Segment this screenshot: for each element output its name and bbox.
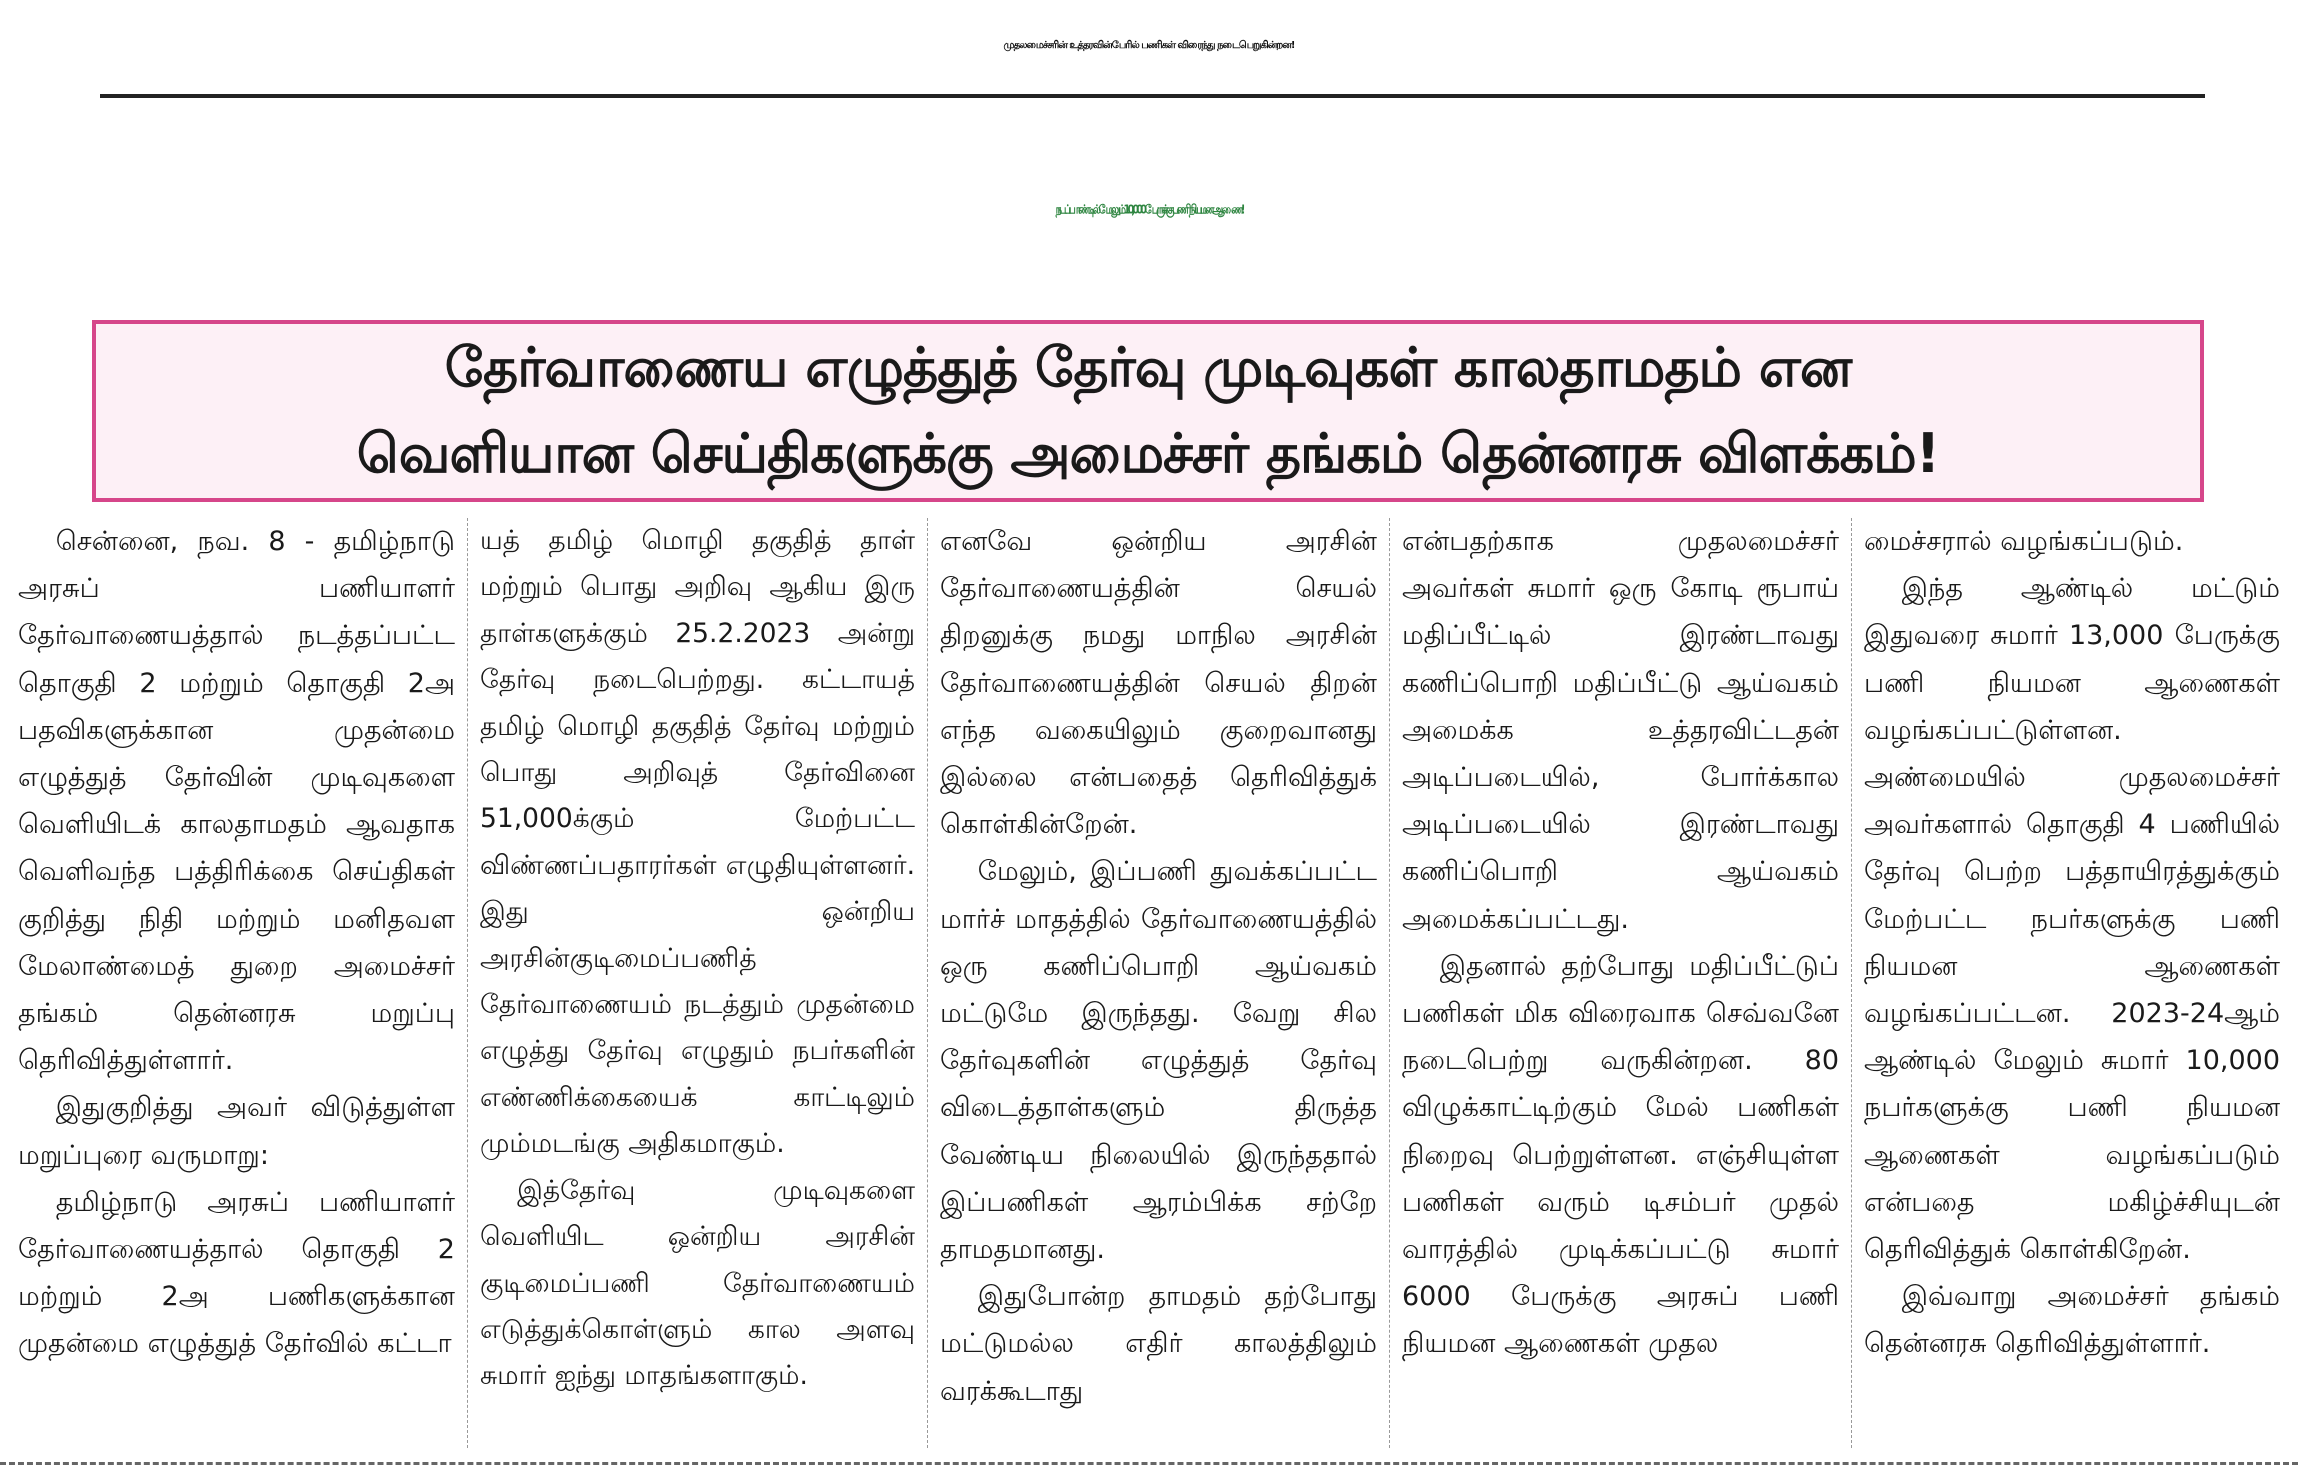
kicker-headline: முதலமைச்சரின் உத்தரவின்பேரில் பணிகள் விரைந்து நடைபெறுகின்றன! [1003, 40, 1295, 51]
column-1 [6, 518, 468, 1448]
column-paragraph: எனவே ஒன்றிய அரசின் தேர்வாணையத்தின் செயல் திறனுக்கு நமது மாநில அரசின் தேர்வாணையத்தின் செயல் திறன் எந்த வகையிலும் குறைவானது இல்லை என்பதைத் தெரிவித்துக் கொள்கின்றேன். [940, 526, 1377, 841]
column-4 [1390, 518, 1852, 1448]
column-paragraph: தமிழ்நாடு அரசுப் பணியாளர் தேர்வாணையத்தால் தொகுதி 2 மற்றும் 2அ பணிகளுக்கான முதன்மை எழுத்துத் தேர்வில் கட்டா [18, 1186, 455, 1360]
column-paragraph: யத் தமிழ் மொழி தகுதித் தாள் மற்றும் பொது அறிவு ஆகிய இரு தாள்களுக்கும் 25.2.2023 அன்று தேர்வு நடைபெற்றது. கட்டாயத் தமிழ் மொழி தகுதித் தேர்வு மற்றும் பொது அறிவுத் தேர்வினை 51,000க்கும் மேற்பட்ட விண்ணப்பதாரர்கள் எழுதியுள்ளனர். இது ஒன்றிய அரசின்குடிமைப்பணித் தேர்வாணையம் நடத்தும் முதன்மை எழுத்து தேர்வு எழுதும் நபர்களின் எண்ணிக்கையைக் காட்டிலும் மும்மடங்கு அதிகமாகும். [480, 525, 915, 1160]
column-5 [1852, 518, 2292, 1448]
column-paragraph: இவ்வாறு அமைச்சர் தங்கம் தென்னரசு தெரிவித்துள்ளார். [1864, 1281, 2280, 1360]
column-paragraph: மைச்சரால் வழங்கப்படும். [1864, 526, 2184, 557]
subheadline-line-2: வெளியான செய்திகளுக்கு அமைச்சர் தங்கம் தென்னரசு விளக்கம்! [356, 422, 1940, 485]
column-paragraph: இதனால் தற்போது மதிப்பீட்டுப் பணிகள் மிக விரைவாக செவ்வனே நடைபெற்று வருகின்றன. 80 விழுக்காட்டிற்கும் மேல் பணிகள் நிறைவு பெற்றுள்ளன. எஞ்சியுள்ள பணிகள் வரும் டிசம்பர் முதல் வாரத்தில் முடிக்கப்பட்டு சுமார் 6000 பேருக்கு அரசுப் பணி நியமன ஆணைகள் முதல [1402, 950, 1839, 1360]
column-paragraph: இந்த ஆண்டில் மட்டும் இதுவரை சுமார் 13,000 பேருக்கு பணி நியமன ஆணைகள் வழங்கப்பட்டுள்ளன. அண்மையில் முதலமைச்சர் அவர்களால் தொகுதி 4 பணியில் தேர்வு பெற்ற பத்தாயிரத்துக்கும் மேற்பட்ட நபர்களுக்கு பணி நியமன ஆணைகள் வழங்கப்பட்டன. 2023-24ஆம் ஆண்டில் மேலும் சுமார் 10,000 நபர்களுக்கு பணி நியமன ஆணைகள் வழங்கப்படும் என்பதை மகிழ்ச்சியுடன் தெரிவித்துக் கொள்கிறேன். [1864, 573, 2280, 1266]
column-paragraph: மேலும், இப்பணி துவக்கப்பட்ட மார்ச் மாதத்தில் தேர்வாணையத்தில் ஒரு கணிப்பொறி ஆய்வகம் மட்டுமே இருந்தது. வேறு சில தேர்வுகளின் எழுத்துத் தேர்வு விடைத்தாள்களும் திருத்த வேண்டிய நிலையில் இருந்ததால் இப்பணிகள் ஆரம்பிக்க சற்றே தாமதமானது. [940, 856, 1377, 1266]
column-3 [928, 518, 1390, 1448]
main-headline: நடப்பாண்டில் மேலும் 10,000 பேருக்கு பணி நியமன ஆணை! [1055, 203, 1243, 217]
subheadline-box [92, 320, 2204, 502]
subheadline-line-1: தேர்வாணைய எழுத்துத் தேர்வு முடிவுகள் காலதாமதம் என [444, 336, 1852, 399]
column-2 [468, 518, 928, 1448]
bottom-divider [0, 1462, 2298, 1465]
column-paragraph: இதுபோன்ற தாமதம் தற்போது மட்டுமல்ல எதிர் காலத்திலும் வரக்கூடாது [940, 1281, 1377, 1407]
article-body [6, 518, 2292, 1448]
column-paragraph: இத்தேர்வு முடிவுகளை வெளியிட ஒன்றிய அரசின் குடிமைப்பணி தேர்வாணையம் எடுத்துக்கொள்ளும் கால அளவு சுமார் ஐந்து மாதங்களாகும். [480, 1174, 915, 1392]
column-paragraph: இதுகுறித்து அவர் விடுத்துள்ள மறுப்புரை வருமாறு: [18, 1092, 455, 1171]
column-paragraph: என்பதற்காக முதலமைச்சர் அவர்கள் சுமார் ஒரு கோடி ரூபாய் மதிப்பீட்டில் இரண்டாவது கணிப்பொறி மதிப்பீட்டு ஆய்வகம் அமைக்க உத்தரவிட்டதன் அடிப்படையில், போர்க்கால அடிப்படையில் இரண்டாவது கணிப்பொறி ஆய்வகம் அமைக்கப்பட்டது. [1402, 526, 1839, 935]
column-paragraph: சென்னை, நவ. 8 - தமிழ்நாடு அரசுப் பணியாளர் தேர்வாணையத்தால் நடத்தப்பட்ட தொகுதி 2 மற்றும் தொகுதி 2அ பதவிகளுக்கான முதன்மை எழுத்துத் தேர்வின் முடிவுகளை வெளியிடக் காலதாமதம் ஆவதாக வெளிவந்த பத்திரிக்கை செய்திகள் குறித்து நிதி மற்றும் மனிதவள மேலாண்மைத் துறை அமைச்சர் தங்கம் தென்னரசு மறுப்பு தெரிவித்துள்ளார். [18, 526, 455, 1077]
